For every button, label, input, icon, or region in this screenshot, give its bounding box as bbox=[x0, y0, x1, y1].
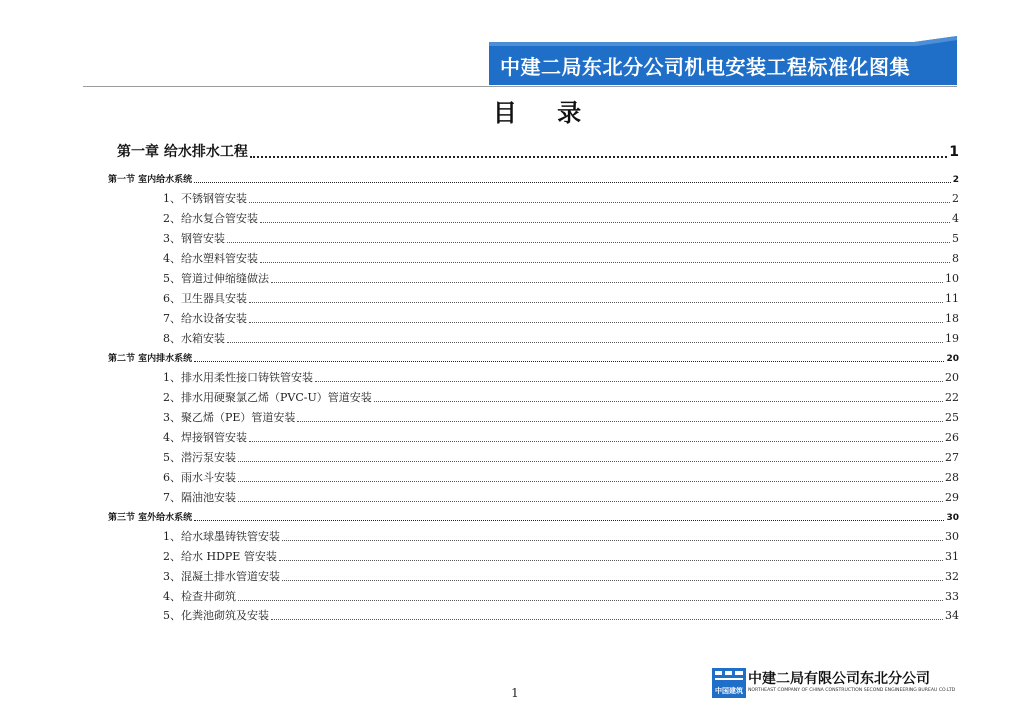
toc-section[interactable] bbox=[108, 172, 959, 185]
leader-dots bbox=[374, 401, 943, 402]
toc-chapter-page: 1 bbox=[949, 144, 959, 160]
page-title: 目 录 bbox=[492, 99, 598, 127]
toc-item[interactable] bbox=[163, 310, 959, 326]
leader-dots bbox=[271, 282, 943, 283]
toc-chapter-label: 第一章 给水排水工程 bbox=[117, 144, 248, 160]
toc-item-label: 4、给水塑料管安装 bbox=[163, 252, 258, 265]
toc-item-page: 19 bbox=[945, 332, 959, 345]
toc-item-page: 33 bbox=[945, 590, 959, 603]
toc-item[interactable] bbox=[163, 568, 959, 584]
toc-section-label: 第二节 室内排水系统 bbox=[108, 354, 193, 364]
leader-dots bbox=[250, 156, 947, 158]
toc-item-label: 3、混凝土排水管道安装 bbox=[163, 570, 280, 583]
toc-item-label: 1、排水用柔性接口铸铁管安装 bbox=[163, 371, 313, 384]
toc-item-page: 27 bbox=[945, 451, 959, 464]
toc-item-label: 1、不锈钢管安装 bbox=[163, 192, 247, 205]
toc-item-page: 20 bbox=[945, 371, 959, 384]
toc-item[interactable] bbox=[163, 270, 959, 286]
toc-item-label: 5、潜污泵安装 bbox=[163, 451, 236, 464]
toc-item[interactable] bbox=[163, 588, 959, 604]
toc-item-page: 26 bbox=[945, 431, 959, 444]
toc-item-label: 4、焊接钢管安装 bbox=[163, 431, 247, 444]
toc-item-page: 2 bbox=[952, 192, 959, 205]
banner-title: 中建二局东北分公司机电安装工程标准化图集 bbox=[500, 55, 910, 79]
logo-text: 中国建筑 bbox=[715, 687, 743, 695]
company-name-en: NORTHEAST COMPANY OF CHINA CONSTRUCTION SECOND ENGINEERING BUREAU CO.LTD bbox=[748, 688, 956, 693]
toc-item-page: 30 bbox=[945, 530, 959, 543]
toc-chapter[interactable] bbox=[117, 141, 959, 161]
toc-item-label: 6、雨水斗安装 bbox=[163, 471, 236, 484]
toc-item[interactable] bbox=[163, 330, 959, 346]
leader-dots bbox=[194, 361, 944, 362]
toc-section-label: 第三节 室外给水系统 bbox=[108, 513, 193, 523]
toc-item-page: 22 bbox=[945, 391, 959, 404]
toc-item-label: 1、给水球墨铸铁管安装 bbox=[163, 530, 280, 543]
toc-section-page: 20 bbox=[946, 354, 959, 364]
company-name-cn: 中建二局有限公司东北分公司 bbox=[748, 671, 930, 687]
toc-section[interactable] bbox=[108, 351, 959, 364]
leader-dots bbox=[194, 182, 951, 183]
page-number: 1 bbox=[511, 686, 519, 700]
toc-item-label: 7、隔油池安装 bbox=[163, 491, 236, 504]
leader-dots bbox=[238, 600, 943, 601]
toc-section[interactable] bbox=[108, 510, 959, 523]
toc-section-page: 2 bbox=[952, 175, 959, 185]
toc-item-page: 4 bbox=[952, 212, 959, 225]
toc-section-page: 30 bbox=[946, 513, 959, 523]
leader-dots bbox=[249, 302, 943, 303]
toc-item[interactable] bbox=[163, 449, 959, 465]
toc-item-label: 6、卫生器具安装 bbox=[163, 292, 247, 305]
leader-dots bbox=[271, 619, 943, 620]
leader-dots bbox=[238, 461, 943, 462]
toc-section-label: 第一节 室内给水系统 bbox=[108, 175, 193, 185]
toc-item[interactable] bbox=[163, 190, 959, 206]
leader-dots bbox=[249, 322, 943, 323]
toc-item-label: 2、给水复合管安装 bbox=[163, 212, 258, 225]
toc-item-page: 10 bbox=[945, 272, 959, 285]
toc-item-page: 11 bbox=[945, 292, 959, 305]
toc-item-page: 34 bbox=[945, 609, 959, 622]
toc-item[interactable] bbox=[163, 548, 959, 564]
toc-item-page: 28 bbox=[945, 471, 959, 484]
toc-item[interactable] bbox=[163, 290, 959, 306]
leader-dots bbox=[238, 501, 943, 502]
toc-item[interactable] bbox=[163, 369, 959, 385]
toc-item-label: 7、给水设备安装 bbox=[163, 312, 247, 325]
leader-dots bbox=[315, 381, 943, 382]
toc-item-page: 31 bbox=[945, 550, 959, 563]
toc-item[interactable] bbox=[163, 409, 959, 425]
toc-item-label: 4、检查井砌筑 bbox=[163, 590, 236, 603]
toc-item-label: 5、化粪池砌筑及安装 bbox=[163, 609, 269, 622]
company-logo bbox=[712, 668, 746, 698]
toc-item[interactable] bbox=[163, 607, 959, 623]
toc-item-label: 3、钢管安装 bbox=[163, 232, 225, 245]
toc-item[interactable] bbox=[163, 429, 959, 445]
toc-item-page: 32 bbox=[945, 570, 959, 583]
toc-item-label: 5、管道过伸缩缝做法 bbox=[163, 272, 269, 285]
toc-item-label: 2、排水用硬聚氯乙烯（PVC-U）管道安装 bbox=[163, 391, 372, 404]
leader-dots bbox=[297, 421, 943, 422]
leader-dots bbox=[227, 242, 950, 243]
toc-item[interactable] bbox=[163, 489, 959, 505]
leader-dots bbox=[260, 222, 950, 223]
leader-dots bbox=[227, 342, 943, 343]
toc-item[interactable] bbox=[163, 230, 959, 246]
toc-item-page: 18 bbox=[945, 312, 959, 325]
leader-dots bbox=[260, 262, 950, 263]
leader-dots bbox=[238, 481, 943, 482]
toc-item[interactable] bbox=[163, 469, 959, 485]
leader-dots bbox=[279, 560, 943, 561]
leader-dots bbox=[249, 202, 950, 203]
leader-dots bbox=[282, 540, 943, 541]
toc-item[interactable] bbox=[163, 250, 959, 266]
toc-item-page: 8 bbox=[952, 252, 959, 265]
toc-item[interactable] bbox=[163, 210, 959, 226]
toc-item-label: 8、水箱安装 bbox=[163, 332, 225, 345]
toc-item-label: 2、给水 HDPE 管安装 bbox=[163, 550, 277, 563]
leader-dots bbox=[249, 441, 943, 442]
leader-dots bbox=[282, 580, 943, 581]
toc-item[interactable] bbox=[163, 528, 959, 544]
toc-item-page: 29 bbox=[945, 491, 959, 504]
toc-item-page: 25 bbox=[945, 411, 959, 424]
toc-item-page: 5 bbox=[952, 232, 959, 245]
toc-item[interactable] bbox=[163, 389, 959, 405]
toc-item-label: 3、聚乙烯（PE）管道安装 bbox=[163, 411, 296, 424]
leader-dots bbox=[194, 520, 944, 521]
